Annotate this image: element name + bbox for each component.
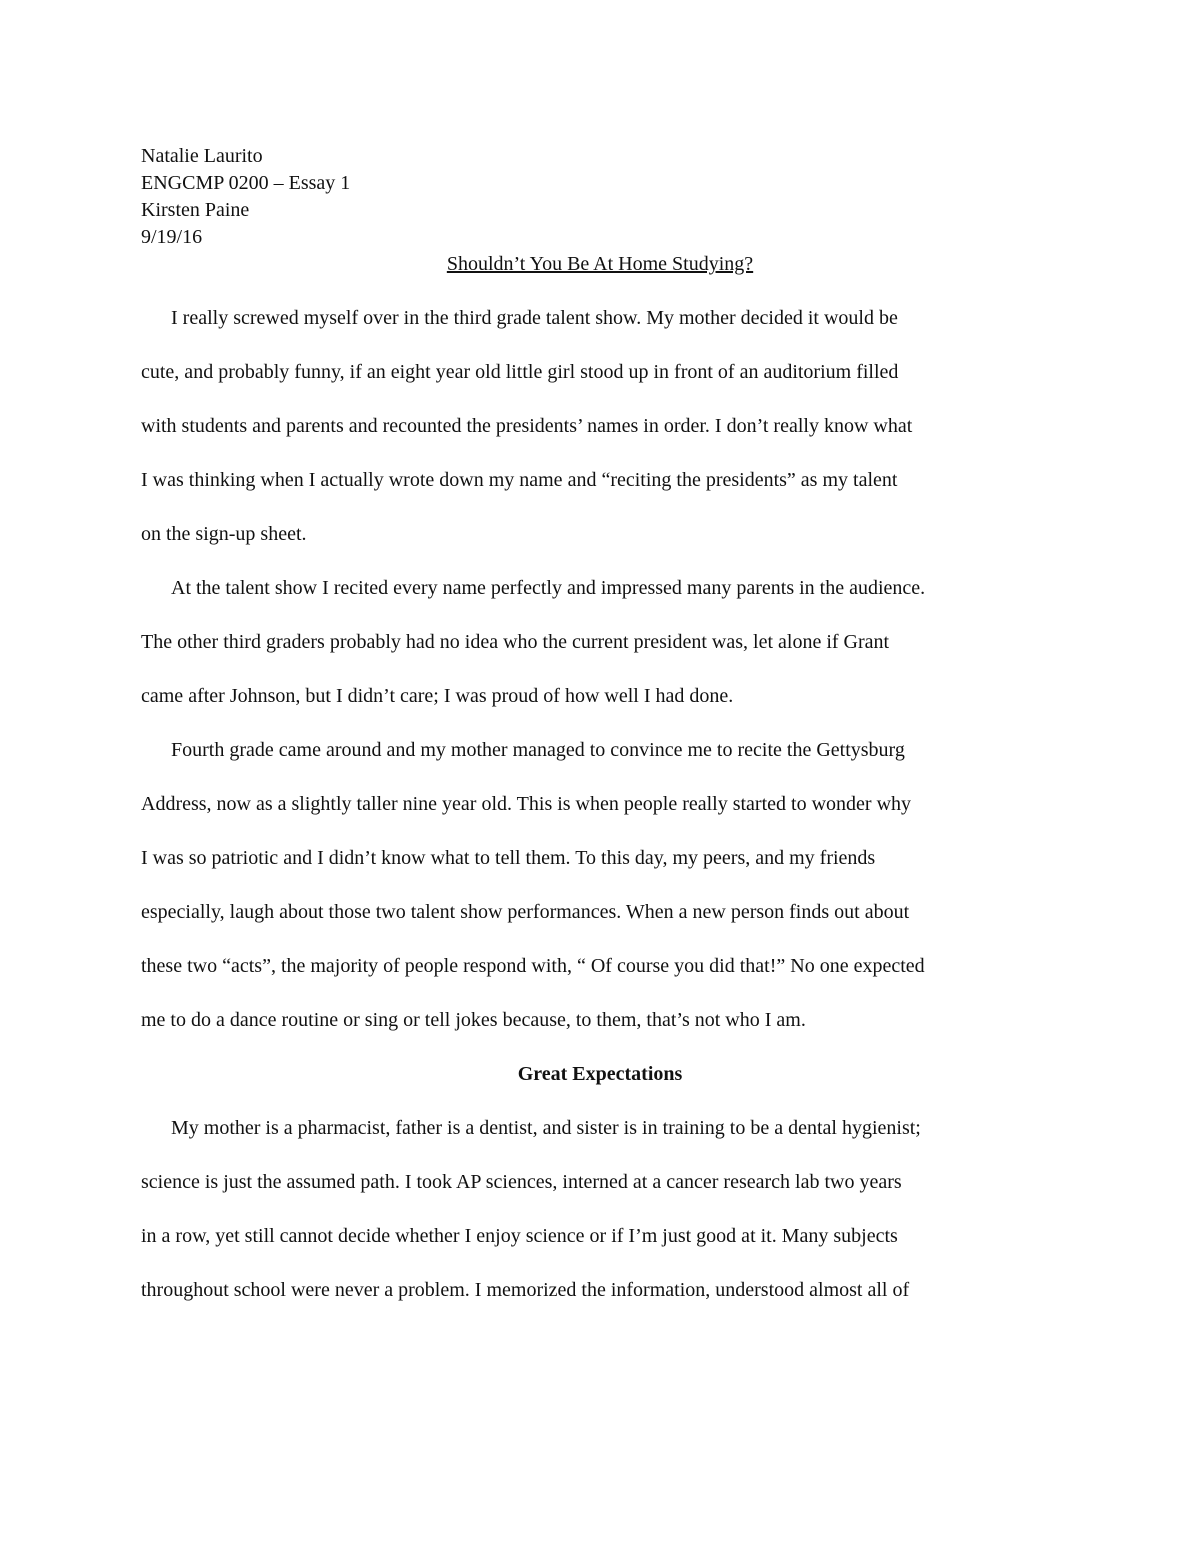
essay-title: Shouldn’t You Be At Home Studying?	[446, 253, 754, 275]
paragraph-line: Fourth grade came around and my mother managed to convince me to recite the Gettysburg	[171, 739, 905, 761]
section-heading: Great Expectations	[517, 1063, 683, 1085]
paragraph-line: cute, and probably funny, if an eight year old little girl stood up in front of an auditorium filled	[141, 361, 899, 383]
paragraph-line: My mother is a pharmacist, father is a dentist, and sister is in training to be a dental hygienist;	[171, 1117, 921, 1139]
paragraph-line: I really screwed myself over in the third grade talent show. My mother decided it would be	[171, 307, 898, 329]
paragraph-line: I was thinking when I actually wrote down my name and “reciting the presidents” as my talent	[141, 469, 898, 491]
paragraph-line: came after Johnson, but I didn’t care; I was proud of how well I had done.	[141, 685, 734, 707]
paragraph-line: in a row, yet still cannot decide whether I enjoy science or if I’m just good at it. Many subjects	[141, 1225, 898, 1247]
paragraph-line: me to do a dance routine or sing or tell jokes because, to them, that’s not who I am.	[141, 1009, 806, 1031]
paragraph-line: these two “acts”, the majority of people respond with, “ Of course you did that!” No one expected	[141, 955, 925, 977]
paragraph-line: science is just the assumed path. I took AP sciences, interned at a cancer research lab two years	[141, 1171, 902, 1193]
paragraph-line: I was so patriotic and I didn’t know what to tell them. To this day, my peers, and my friends	[141, 847, 876, 869]
paragraph-line: Address, now as a slightly taller nine year old. This is when people really started to wonder why	[141, 793, 912, 815]
essay-date: 9/19/16	[141, 226, 203, 248]
course-line: ENGCMP 0200 – Essay 1	[141, 172, 351, 194]
paragraph-line: The other third graders probably had no idea who the current president was, let alone if Grant	[141, 631, 890, 653]
paragraph-line: At the talent show I recited every name perfectly and impressed many parents in the audience.	[171, 577, 926, 599]
instructor-name: Kirsten Paine	[141, 199, 250, 221]
paragraph-line: especially, laugh about those two talent show performances. When a new person finds out about	[141, 901, 910, 923]
author-name: Natalie Laurito	[141, 145, 263, 167]
paragraph-line: with students and parents and recounted the presidents’ names in order. I don’t really know what	[141, 415, 913, 437]
paragraph-line: throughout school were never a problem. I memorized the information, understood almost all of	[141, 1279, 910, 1301]
paragraph-line: on the sign-up sheet.	[141, 523, 307, 545]
